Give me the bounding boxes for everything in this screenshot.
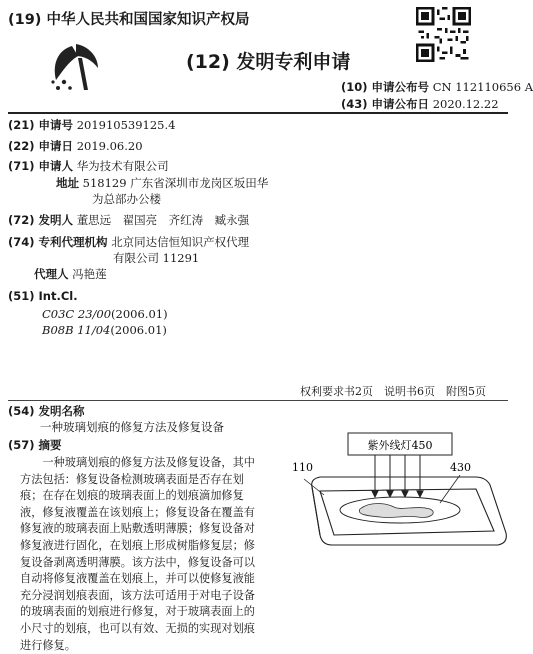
ipc-row <box>42 307 168 321</box>
applicant-label: (71) 申请人 <box>8 159 74 173</box>
uv-lamp-label: 紫外线灯450 <box>367 439 433 452</box>
intcl-label <box>8 289 78 303</box>
applicant: 华为技术有限公司 <box>76 159 169 173</box>
abstract-label-text: (57) 摘要 <box>8 438 62 452</box>
application-number-row <box>8 117 175 133</box>
abstract-line: 液，修复液覆盖在该划痕上；修复设备在覆盖有 <box>20 505 255 519</box>
inventors-row <box>8 212 249 228</box>
office-title: (19) 中华人民共和国国家知识产权局 <box>8 12 250 28</box>
application-date: 2019.06.20 <box>76 139 143 153</box>
agency-line-2: 有限公司 11291 <box>113 251 200 265</box>
header-divider <box>8 112 508 114</box>
address-row <box>56 175 268 191</box>
publication-date-label: (43) 申请公布日 <box>341 97 430 111</box>
publication-date-row <box>341 96 499 112</box>
abstract-label <box>8 437 62 453</box>
agency-row <box>8 234 249 250</box>
address-line-1: 518129 广东省深圳市龙岗区坂田华 <box>82 176 269 190</box>
abstract-line: 修复液的玻璃表面上贴敷透明薄膜；修复设备对 <box>20 522 255 536</box>
agency-label: (74) 专利代理机构 <box>8 235 108 249</box>
publication-number-label: (10) 申请公布号 <box>341 80 430 94</box>
inventors: 董思远 翟国亮 齐红涛 臧永强 <box>76 213 250 227</box>
address-label: 地址 <box>56 176 79 190</box>
application-number: 201910539125.4 <box>76 118 176 132</box>
ipc-version: (2006.01) <box>111 307 168 321</box>
ref-110: 110 <box>292 461 313 474</box>
ipc-row <box>42 323 167 337</box>
abstract-line: 一种玻璃划痕的修复方法及修复设备，其中 <box>42 456 255 469</box>
abstract-line: 方法包括：修复设备检测玻璃表面是否存在划 <box>20 472 244 486</box>
agent-label: 代理人 <box>34 267 69 281</box>
abstract-line: 的玻璃表面的划痕进行修复，对于玻璃表面上的 <box>20 605 255 619</box>
abstract-line: 修复液进行固化，在划痕上形成树脂修复层；修 <box>20 538 255 552</box>
inventors-label: (72) 发明人 <box>8 213 74 227</box>
ref-430: 430 <box>450 461 471 474</box>
ipc-code: C03C 23/00 <box>42 307 112 321</box>
abstract-line: 自动将修复液覆盖在划痕上，并可以使修复液能 <box>20 572 255 586</box>
invention-title: 一种玻璃划痕的修复方法及修复设备 <box>40 420 224 434</box>
abstract-line: 进行修复。 <box>20 638 76 652</box>
qr-code <box>416 7 471 62</box>
page-counts: 权利要求书2页 说明书6页 附图5页 <box>300 385 486 398</box>
publication-number: CN 112110656 A <box>432 80 533 94</box>
intcl-label-text: (51) Int.Cl. <box>8 289 78 303</box>
application-date-row <box>8 138 143 154</box>
cnipa-logo <box>48 42 103 94</box>
publication-date: 2020.12.22 <box>432 97 499 111</box>
invention-title-label-text: (54) 发明名称 <box>8 404 85 418</box>
ipc-version: (2006.01) <box>110 323 167 337</box>
abstract-line: 充分浸润划痕表面，该方法可适用于对电子设备 <box>20 588 255 602</box>
abstract-text <box>20 455 275 654</box>
agent: 冯艳莲 <box>72 267 107 281</box>
agency: 北京同达信恒知识产权代理 <box>111 235 250 249</box>
application-date-label: (22) 申请日 <box>8 139 74 153</box>
patent-figure <box>290 405 512 565</box>
leader-line <box>304 479 324 495</box>
invention-title-label <box>8 403 85 419</box>
application-number-label: (21) 申请号 <box>8 118 74 132</box>
abstract-line: 复设备剥离透明薄膜。该方法中，修复设备可以 <box>20 555 255 569</box>
applicant-row <box>8 158 169 174</box>
address-line-2: 为总部办公楼 <box>92 192 161 206</box>
publication-number-row <box>341 79 533 95</box>
abstract-line: 痕；在存在划痕的玻璃表面上的划痕滴加修复 <box>20 489 244 503</box>
document-type: (12) 发明专利申请 <box>186 51 351 73</box>
page-counts-divider <box>8 400 508 401</box>
agent-row <box>34 266 107 282</box>
abstract-line: 小尺寸的划痕，也可以有效、无损的实现对划痕 <box>20 621 255 635</box>
ipc-code: B08B 11/04 <box>42 323 111 337</box>
